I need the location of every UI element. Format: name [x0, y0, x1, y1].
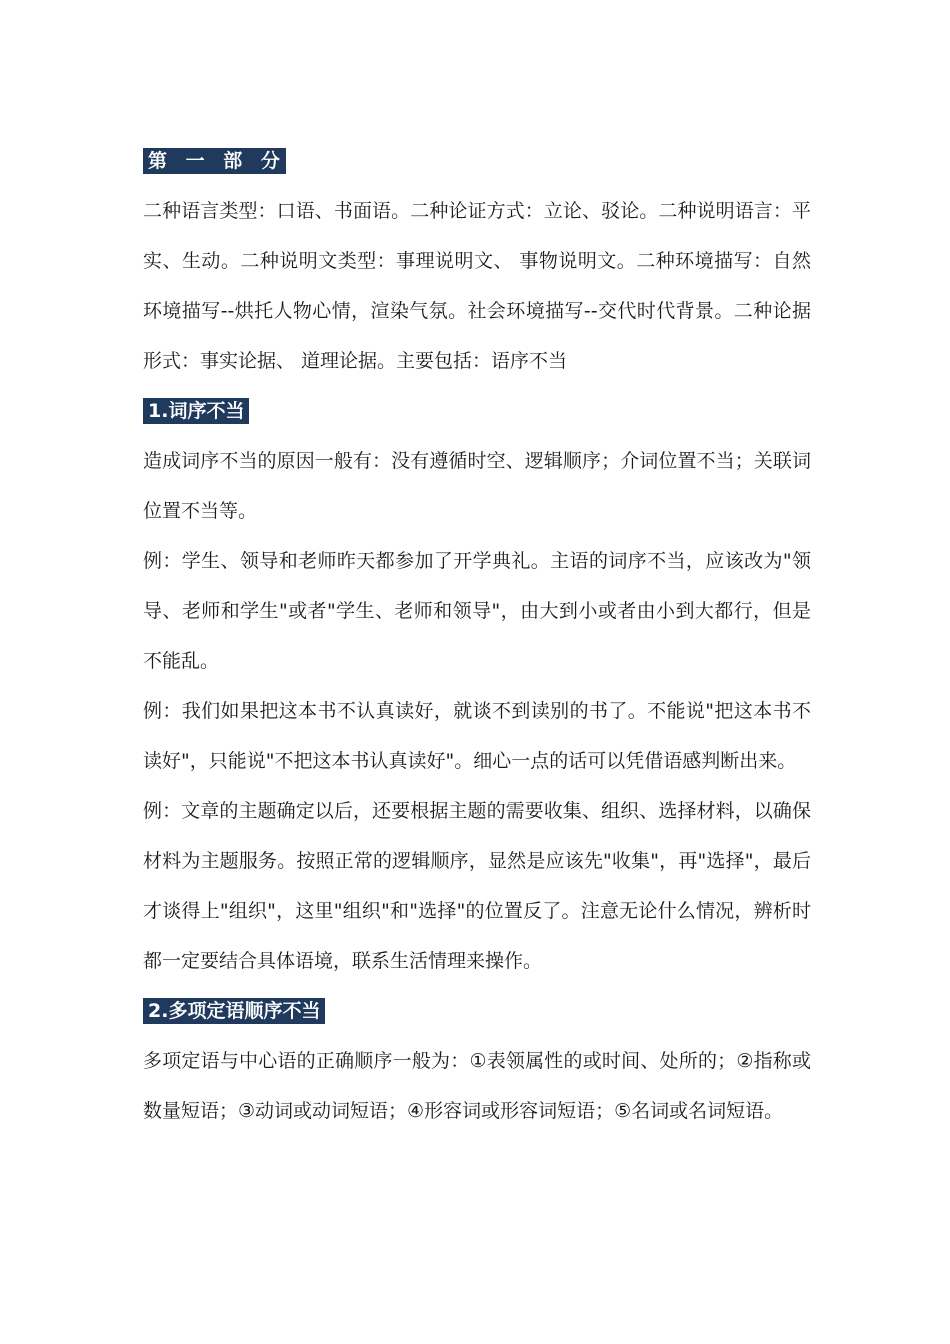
- document-body: [143, 136, 811, 1136]
- attributive-order-heading: 2.多项定语顺序不当: [143, 998, 325, 1024]
- section-title: 第 一 部 分: [143, 148, 286, 174]
- intro-paragraph: 二种语言类型：口语、书面语。二种论证方式：立论、驳论。二种说明语言：平实、生动。二种说明文类型：事理说明文、 事物说明文。二种环境描写：自然环境描写--烘托人物心情，渲染气氛。社会环境描写--交代时代背景。二种论据形式：事实论据、 道理论据。主要包括：语序不当: [143, 200, 811, 372]
- word-order-reason: 造成词序不当的原因一般有：没有遵循时空、逻辑顺序；介词位置不当；关联词位置不当等。: [143, 450, 811, 522]
- section-title-row: [143, 136, 811, 186]
- example-paragraph-3: 例：文章的主题确定以后，还要根据主题的需要收集、组织、选择材料，以确保材料为主题服务。按照正常的逻辑顺序，显然是应该先"收集"，再"选择"，最后才谈得上"组织"，这里"组织"和"选择"的位置反了。注意无论什么情况，辨析时都一定要结合具体语境，联系生活情理来操作。: [143, 800, 811, 972]
- word-order-heading-row: [143, 386, 811, 436]
- word-order-heading: 1.词序不当: [143, 398, 249, 424]
- example-paragraph-1: 例：学生、领导和老师昨天都参加了开学典礼。主语的词序不当，应该改为"领导、老师和学生"或者"学生、老师和领导"，由大到小或者由小到大都行，但是不能乱。: [143, 550, 811, 672]
- attributive-order-paragraph: 多项定语与中心语的正确顺序一般为：①表领属性的或时间、处所的；②指称或数量短语；③动词或动词短语；④形容词或形容词短语；⑤名词或名词短语。: [143, 1050, 811, 1122]
- example-paragraph-2: 例：我们如果把这本书不认真读好，就谈不到读别的书了。不能说"把这本书不读好"，只能说"不把这本书认真读好"。细心一点的话可以凭借语感判断出来。: [143, 700, 811, 772]
- attributive-order-heading-row: [143, 986, 811, 1036]
